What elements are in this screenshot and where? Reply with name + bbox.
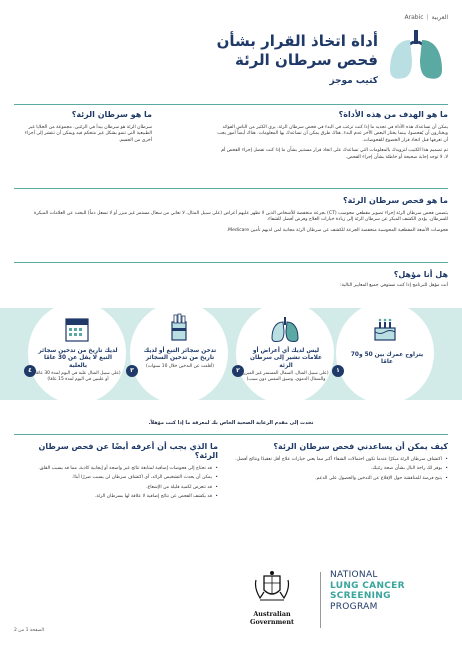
lungs-cough-icon [269, 314, 301, 344]
page-title-line1: أداة اتخاذ القرار بشأن [216, 32, 378, 50]
lungs-icon [388, 30, 444, 82]
criterion-4-text [35, 348, 121, 383]
logo-divider [320, 572, 321, 628]
program-line1: NATIONAL [330, 570, 378, 580]
purpose-para1: يمكن أن تساعدك هذه الأداة في تحديد ما إذا كنت ترغب في البدء في فحص سرطان الرئة. يرى الكثير من الناس الفوائد ويختارون أن يُفحصوا، بينما يختار البعض الآخر عدم البدء. هناك طرق يمكن أن تساعدك بها المعلومات. هناك أيضاً أمور يجب أن تعرفها قبل اتخاذ قرار الخضوع للفحوصات. [217, 125, 448, 143]
criterion-3-sub: (أقلعت عن التدخين خلال 10 سنوات) [146, 363, 214, 369]
calendar-icon [61, 314, 93, 344]
know-heading: ما الذي يجب أن أعرفه أيضًا عن فحص سرطان الرئة؟ [38, 442, 218, 460]
program-line2: LUNG CANCER [330, 580, 405, 591]
criterion-3-text [137, 348, 223, 370]
help-bullet: • اكتشاف سرطان الرئة مبكرًا عندما تكون احتمالات الشفاء أكبر مما يعني خيارات علاج أقل تعقيدًا ونتائج أفضل. [234, 457, 448, 463]
program-logo [330, 570, 405, 612]
purpose-main [216, 110, 448, 161]
know-list [14, 466, 218, 501]
help-heading: كيف يمكن أن يساعدني فحص سرطان الرئة؟ [273, 442, 448, 451]
eligibility-heading: هل أنا مؤهل؟ [393, 270, 448, 279]
criterion-4-sub: (على سبيل المثال علبة في اليوم لمدة 30 عامًا أو علبتين في اليوم لمدة 15 عامًا) [35, 371, 121, 383]
help-list [234, 457, 448, 482]
eligibility-note: تحدث إلى مقدم الرعاية الصحية الخاص بك لمعرفة ما إذا كنت مؤهلاً. [148, 420, 314, 426]
criterion-1-main: يتراوح عمرك بين 50 و70 عامًا [350, 352, 424, 366]
purpose-heading: ما هو الهدف من هذه الأداة؟ [338, 110, 448, 119]
screening-section [14, 196, 448, 234]
screening-para2: فحوصات الأشعة المقطعية المحوسبة منخفضة الجرعة للكشف عن سرطان الرئة مجانية لمن لديهم تأمين Medicare. [226, 227, 448, 233]
page-title-line2: فحص سرطان الرئة [234, 51, 378, 69]
lung-cancer-aside [14, 110, 152, 144]
screening-heading: ما هو فحص سرطان الرئة؟ [342, 196, 448, 205]
know-bullet: • قد تتعرض لكمية قليلة من الإشعاع. [14, 485, 218, 491]
language-english: Arabic [404, 14, 424, 21]
criterion-4-main: لديك تاريخ من تدخين سجائر التبغ لا يقل عن 30 عامًا بالعلبة [38, 348, 118, 369]
purpose-section [14, 110, 448, 180]
lung-cancer-heading: ما هو سرطان الرئة؟ [71, 110, 152, 119]
program-line3: SCREENING [330, 591, 391, 601]
know-column [14, 442, 218, 504]
benefits-risks-section [14, 442, 448, 562]
language-label: العربية|Arabic [404, 14, 448, 21]
purpose-para2: تم تصميم هذا الكتيب لتزويدك بالمعلومات التي تساعدك على اتخاذ قرار مستنير بشأن ما إذا كنت تفضل إجراء الفحص أم لا. لا توجد إجابة صحيحة أو خاطئة بشأن إجراء الفحص. [221, 148, 448, 160]
eligibility-section [14, 270, 448, 289]
criterion-1-number: ١ [332, 365, 344, 377]
criterion-3-main: تدخن سجائر التبغ أو لديك تاريخ من تدخين السجائر [143, 348, 217, 362]
help-column [234, 442, 448, 485]
screening-para1: يتضمن فحص سرطان الرئة إجراء تصوير مقطعي محوسب (CT) بجرعة منخفضة للأشخاص الذين لا تظهر عليهم أعراض (على سبيل المثال، لا تعاني من سعال مستمر غير مبرر أو لا تسعل دماً) للبحث عن العلامات المبكرة للسرطان. يؤدي الكشف المبكر عن سرطان الرئة إلى زيادة خيارات العلاج وفرص أفضل للشفاء. [33, 211, 448, 223]
criterion-1-text [344, 352, 430, 367]
divider [14, 104, 448, 105]
page-subtitle: كتيب موجز [329, 76, 378, 86]
cigarette-pack-icon [163, 312, 195, 342]
criterion-2-sub: (على سبيل المثال، السعال المستمر غير المبرر والسعال الدموي، وضيق التنفس دون سبب) [243, 371, 329, 383]
criterion-2-number: ٢ [232, 365, 244, 377]
divider [14, 188, 448, 189]
page-number: الصفحة 1 من 2 [14, 628, 45, 633]
help-bullet: • يوفر لك راحة البال بشأن صحة رئتيك. [234, 466, 448, 472]
criterion-2-main: ليس لديك أي أعراض أو علامات تشير إلى سرطان الرئة [250, 348, 322, 369]
government-name: Australian Government [250, 610, 294, 626]
coat-of-arms-icon [252, 570, 292, 604]
divider [14, 262, 448, 263]
program-line4: PROGRAM [330, 601, 378, 612]
know-bullet: • قد تحتاج إلى فحوصات إضافية لمتابعة نتائج غير واضحة أو إيجابية كاذبة، مما قد يسبب القلق. [14, 466, 218, 472]
help-bullet: • يتيح فرصة للمناقشة حول الإقلاع عن التدخين والحصول على الدعم. [234, 476, 448, 482]
divider [14, 434, 448, 435]
know-bullet: • قد يكشف الفحص عن نتائج إضافية لا علاقة لها بسرطان الرئة. [14, 494, 218, 500]
eligibility-intro: أنت مؤهل للبرنامج إذا كنت تستوفي جميع المعايير التالية: [339, 283, 448, 288]
criterion-2-text [243, 348, 329, 383]
title-block [198, 32, 378, 86]
birthday-cake-icon [369, 314, 401, 344]
criterion-4-number: ٤ [24, 365, 36, 377]
australian-government-logo [232, 570, 312, 626]
know-bullet: • يمكن أن يحدث التشخيص الزائد، أي اكتشاف سرطان لن يسبب ضررًا أبدًا. [14, 475, 218, 481]
lung-cancer-text: سرطان الرئة هو سرطان يبدأ في الرئتين. مجموعة من الخلايا غير الطبيعية التي تنمو بشكل غير متحكم فيه ويمكن أن تنتشر إلى أجزاء أخرى من الجسم. [24, 125, 152, 143]
language-native: العربية [431, 14, 448, 21]
criterion-3-number: ٣ [126, 365, 138, 377]
